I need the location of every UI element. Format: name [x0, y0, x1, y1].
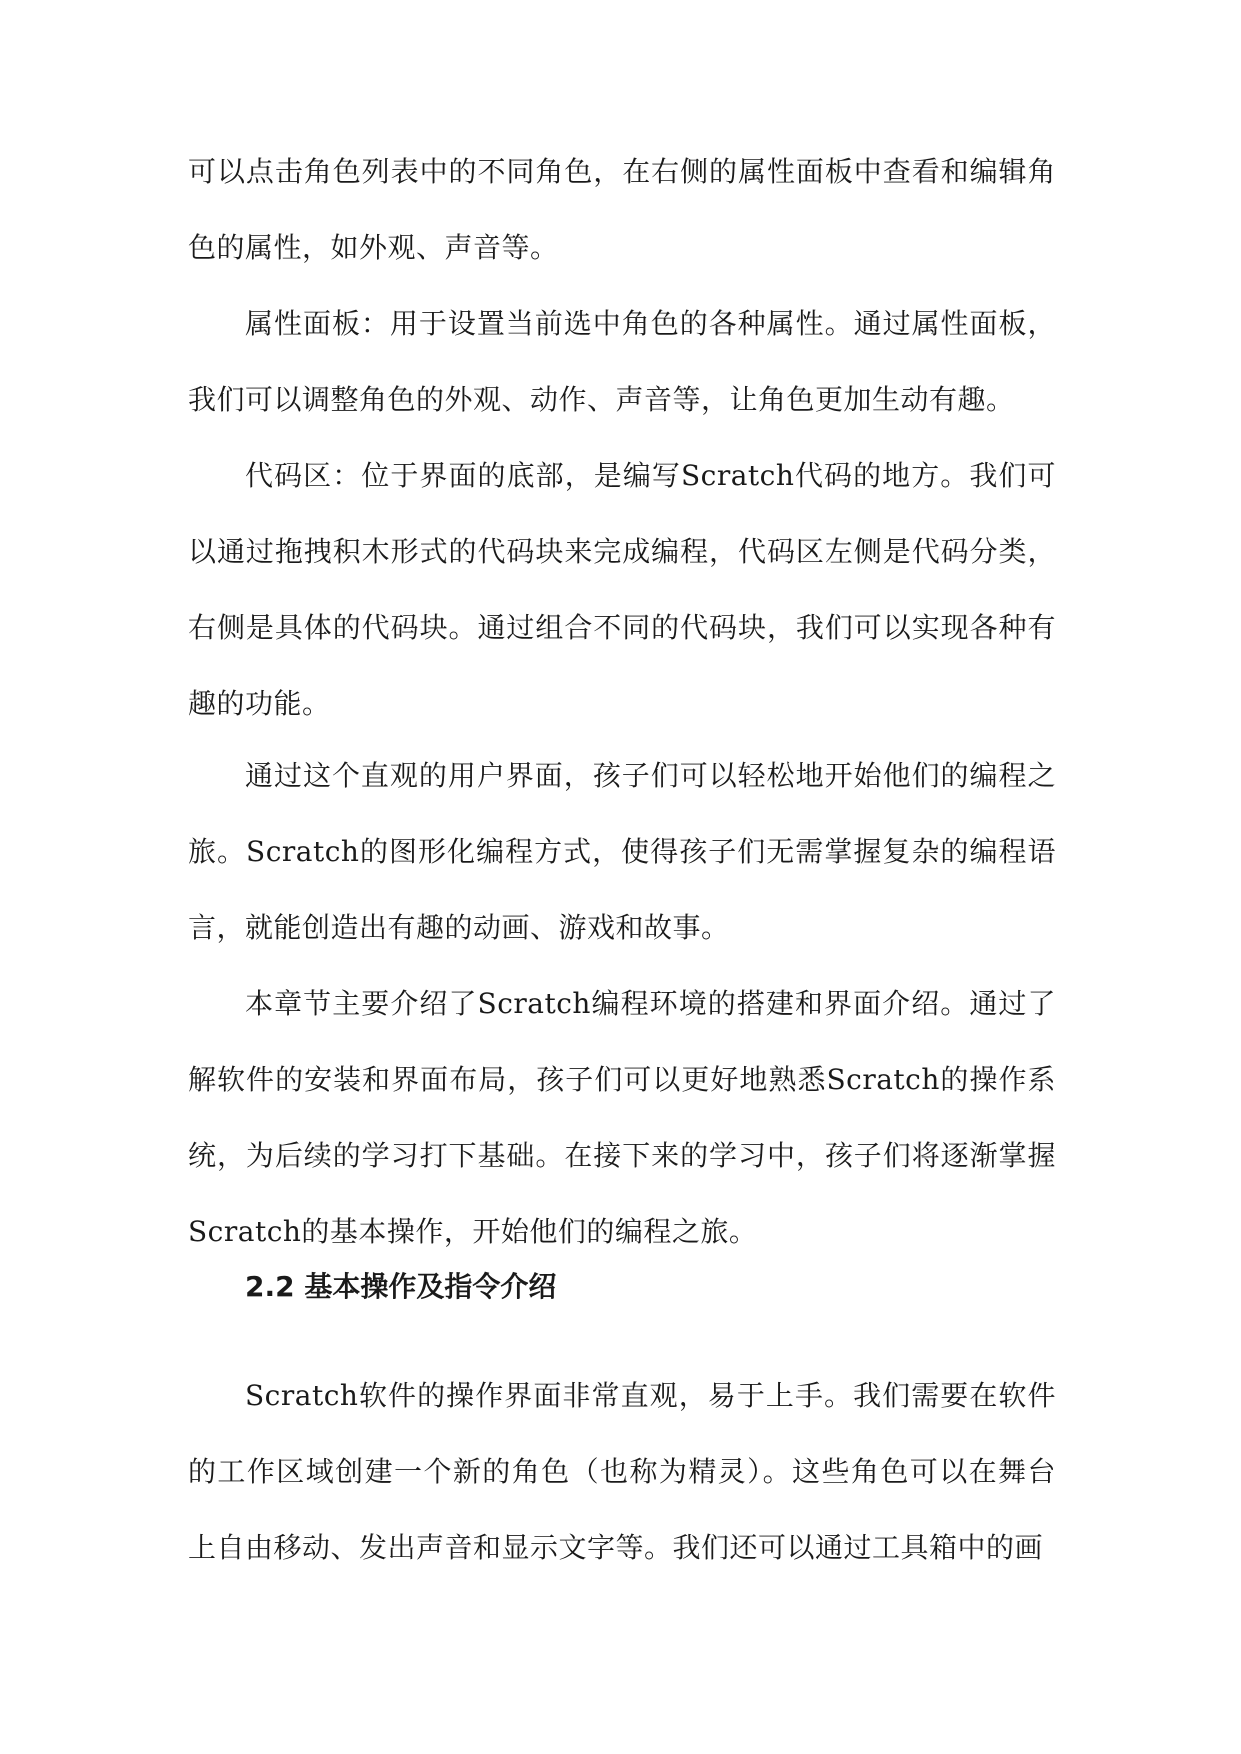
paragraph-intuitive-ui: 通过这个直观的用户界面，孩子们可以轻松地开始他们的编程之旅。Scratch的图形化编程方式，使得孩子们无需掌握复杂的编程语言，就能创造出有趣的动画、游戏和故事。 [188, 759, 1056, 944]
paragraph-code-area: 代码区：位于界面的底部，是编写Scratch代码的地方。我们可以通过拖拽积木形式的代码块来完成编程，代码区左侧是代码分类，右侧是具体的代码块。通过组合不同的代码块，我们可以实现各种有趣的功能。 [188, 459, 1056, 720]
paragraph-chapter-summary: 本章节主要介绍了Scratch编程环境的搭建和界面介绍。通过了解软件的安装和界面布局，孩子们可以更好地熟悉Scratch的操作系统，为后续的学习打下基础。在接下来的学习中，孩子们将逐渐掌握Scratch的基本操作，开始他们的编程之旅。 [188, 987, 1056, 1248]
paragraph-property-panel: 属性面板：用于设置当前选中角色的各种属性。通过属性面板，我们可以调整角色的外观、动作、声音等，让角色更加生动有趣。 [188, 307, 1056, 416]
section-heading: 2.2 基本操作及指令介绍 [245, 1270, 557, 1303]
paragraph-basic-operations: Scratch软件的操作界面非常直观，易于上手。我们需要在软件的工作区域创建一个新的角色（也称为精灵）。这些角色可以在舞台上自由移动、发出声音和显示文字等。我们还可以通过工具箱中的画 [188, 1379, 1056, 1564]
paragraph-continued: 可以点击角色列表中的不同角色，在右侧的属性面板中查看和编辑角色的属性，如外观、声音等。 [188, 155, 1056, 264]
